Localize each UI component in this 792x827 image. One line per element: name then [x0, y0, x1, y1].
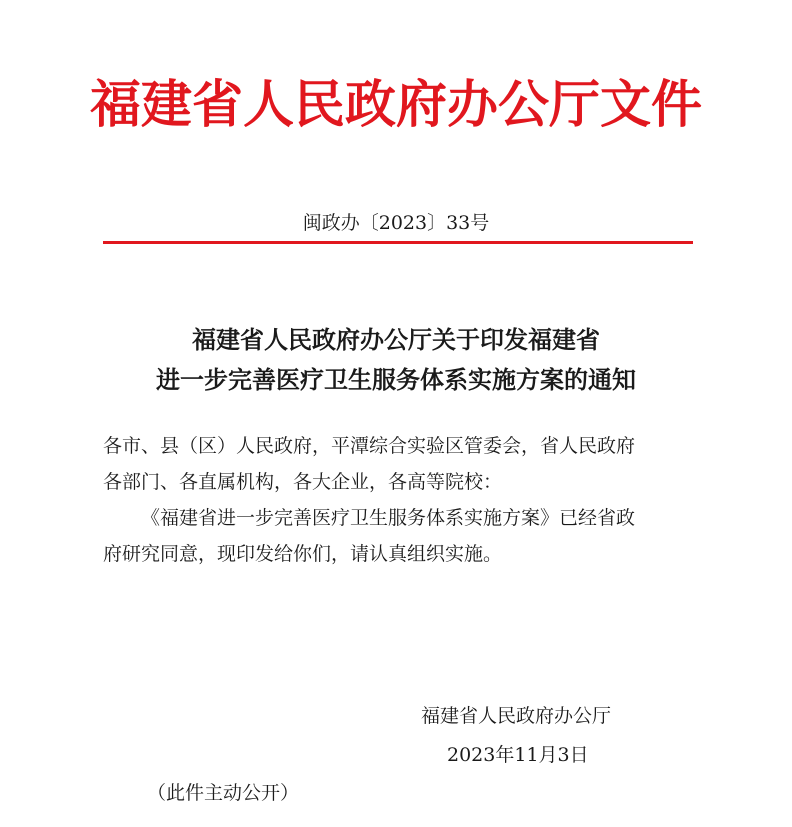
- addressee-line-2: 各部门、各直属机构，各大企业，各高等院校：: [103, 471, 503, 493]
- issue-date: 2023年11月3日: [447, 744, 589, 766]
- notice-title-line-1: 福建省人民政府办公厅关于印发福建省: [192, 325, 600, 354]
- content-line-2: 府研究同意，现印发给你们，请认真组织实施。: [103, 543, 503, 565]
- notice-title-line-2: 进一步完善医疗卫生服务体系实施方案的通知: [156, 365, 636, 394]
- document-number: 闽政办〔2023〕33号: [302, 212, 490, 234]
- disclosure-note: （此件主动公开）: [147, 782, 300, 804]
- issuing-authority: 福建省人民政府办公厅: [421, 705, 612, 727]
- document-masthead: 福建省人民政府办公厅文件: [89, 76, 702, 135]
- addressee-line-1: 各市、县（区）人民政府，平潭综合实验区管委会，省人民政府: [103, 435, 636, 457]
- notice-title: [0, 320, 792, 400]
- content-line-1: 《福建省进一步完善医疗卫生服务体系实施方案》已经省政: [141, 507, 636, 529]
- red-divider-rule: [103, 241, 693, 244]
